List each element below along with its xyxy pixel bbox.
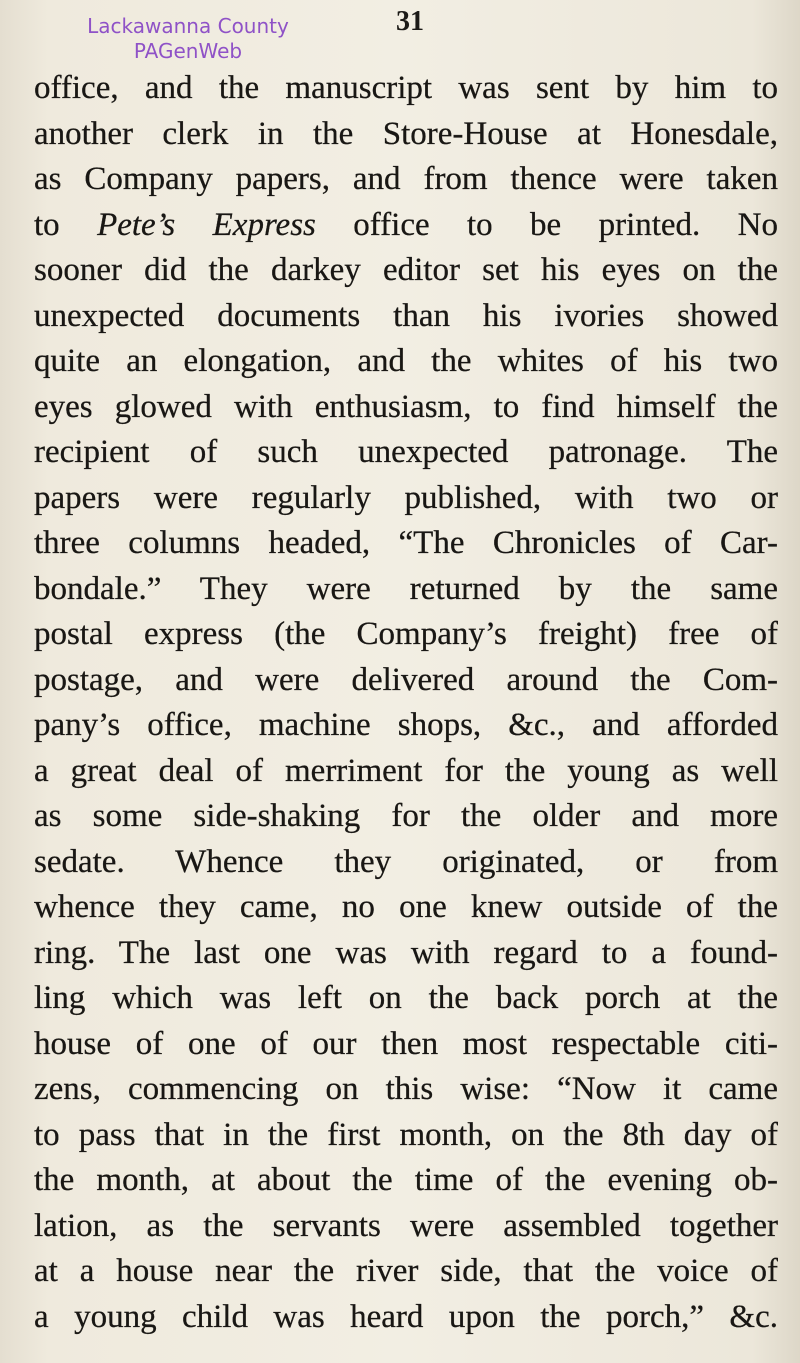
text-line: lation, as the servants were assembled together	[34, 1207, 778, 1244]
text-line: at a house near the river side, that the voice of	[34, 1253, 778, 1289]
text-line: three columns headed, “The Chronicles of Car-	[34, 525, 778, 561]
text-line: as Company papers, and from thence were taken	[34, 161, 778, 197]
text-line: to pass that in the first month, on the 8th day of	[34, 1116, 778, 1153]
page-number: 31	[396, 6, 424, 37]
watermark-line-1: Lackawanna County	[87, 14, 289, 38]
text-line: the month, at about the time of the evening ob-	[34, 1162, 778, 1198]
watermark-line-2: PAGenWeb	[133, 39, 243, 63]
text-line: office, and the manuscript was sent by him to	[34, 70, 778, 106]
body-text	[34, 66, 778, 1340]
text-segment: office to be printed. No	[315, 206, 778, 243]
text-line: ring. The last one was with regard to a found-	[34, 934, 778, 971]
text-line: papers were regularly published, with two or	[34, 479, 778, 516]
text-line: whence they came, no one knew outside of the	[34, 889, 778, 925]
text-line: bondale.” They were returned by the same	[34, 570, 778, 607]
text-line: house of one of our then most respectable citi-	[34, 1025, 778, 1062]
text-line: sedate. Whence they originated, or from	[34, 843, 778, 880]
text-line: a great deal of merriment for the young as well	[34, 752, 778, 789]
text-line: quite an elongation, and the whites of his two	[34, 343, 778, 379]
text-line: eyes glowed with enthusiasm, to find himself the	[34, 388, 778, 425]
text-line: zens, commencing on this wise: “Now it came	[34, 1071, 778, 1107]
text-line: pany’s office, machine shops, &c., and afforded	[34, 707, 778, 743]
text-line: unexpected documents than his ivories showed	[34, 297, 778, 334]
text-line: a young child was heard upon the porch,” &c.	[34, 1298, 778, 1335]
newspaper-name: Pete’s Express	[97, 206, 316, 243]
text-line: recipient of such unexpected patronage. The	[34, 434, 778, 470]
text-line: postal express (the Company’s freight) free of	[34, 616, 778, 652]
site-watermark	[58, 14, 318, 64]
text-line: as some side-shaking for the older and more	[34, 798, 778, 834]
text-line: postage, and were delivered around the Com-	[34, 661, 778, 698]
text-line	[34, 203, 778, 249]
text-line: ling which was left on the back porch at the	[34, 980, 778, 1016]
text-segment: to	[34, 206, 98, 243]
text-line: another clerk in the Store-House at Honesdale,	[34, 115, 778, 152]
text-line: sooner did the darkey editor set his eyes on the	[34, 252, 778, 288]
